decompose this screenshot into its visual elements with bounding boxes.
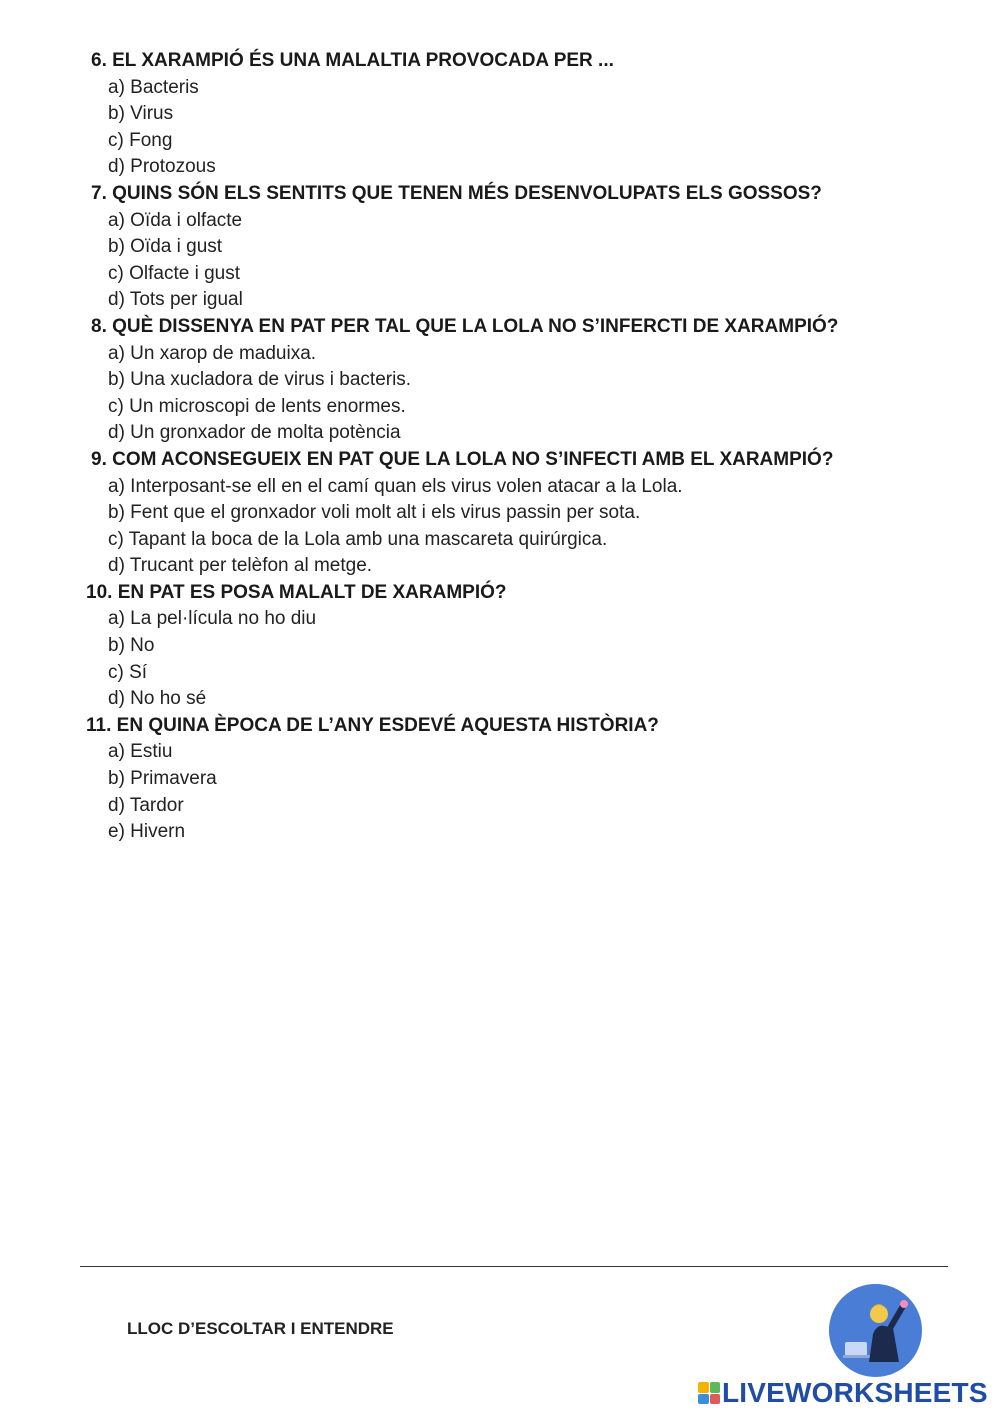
answer-option[interactable]: b) Primavera [108,768,217,790]
answer-option[interactable]: c) Un microscopi de lents enormes. [108,395,406,417]
answer-option[interactable]: a) Oïda i olfacte [108,209,243,231]
answer-option[interactable]: b) Una xucladora de virus i bacteris. [108,369,412,391]
answer-option[interactable]: d) Protozous [108,156,216,178]
answer-option[interactable]: b) Fent que el gronxador voli molt alt i els virus passin per sota. [108,502,641,524]
answer-option[interactable]: d) Un gronxador de molta potència [108,422,401,444]
question-block [0,580,1000,713]
question-text: 8. QUÈ DISSENYA EN PAT PER TAL QUE LA LOLA NO S’INFERCTI DE XARAMPIÓ? [91,315,839,337]
answer-option[interactable]: d) Tots per igual [108,289,243,311]
question-block [0,181,1000,314]
footer-title: LLOC D’ESCOLTAR I ENTENDRE [127,1319,394,1338]
footer-divider [80,1266,948,1267]
answer-option[interactable]: a) Bacteris [108,76,199,98]
answer-option[interactable]: b) Virus [108,103,174,125]
answer-option[interactable]: a) Un xarop de maduixa. [108,342,317,364]
question-text: 7. QUINS SÓN ELS SENTITS QUE TENEN MÉS DESENVOLUPATS ELS GOSSOS? [91,182,822,204]
answer-option[interactable]: b) Oïda i gust [108,236,223,258]
question-text: 6. EL XARAMPIÓ ÉS UNA MALALTIA PROVOCADA PER ... [91,50,614,71]
answer-option[interactable]: d) Tardor [108,794,184,816]
answer-option[interactable]: c) Tapant la boca de la Lola amb una mascareta quirúrgica. [108,528,608,550]
brand-logo [698,1377,988,1409]
worksheet [0,48,1000,846]
question-block [0,48,1000,181]
question-text: 11. EN QUINA ÈPOCA DE L’ANY ESDEVÉ AQUESTA HISTÒRIA? [86,714,659,736]
answer-option[interactable]: e) Hivern [108,821,186,843]
question-block [0,314,1000,447]
answer-option[interactable]: d) Trucant per telèfon al metge. [108,555,373,577]
answer-option[interactable]: c) Fong [108,129,173,151]
teacher-avatar-icon [829,1284,922,1377]
question-text: 9. COM ACONSEGUEIX EN PAT QUE LA LOLA NO S’INFECTI AMB EL XARAMPIÓ? [91,448,834,470]
answer-option[interactable]: a) La pel·lícula no ho diu [108,608,317,630]
question-block [0,447,1000,580]
answer-option[interactable]: c) Olfacte i gust [108,262,240,284]
question-text: 10. EN PAT ES POSA MALALT DE XARAMPIÓ? [86,581,507,603]
answer-option[interactable]: a) Interposant-se ell en el camí quan els virus volen atacar a la Lola. [108,475,683,497]
answer-option[interactable]: c) Sí [108,661,148,683]
answer-option[interactable]: a) Estiu [108,741,173,763]
answer-option[interactable]: d) No ho sé [108,688,207,710]
liveworksheets-icon [698,1382,720,1404]
question-block [0,713,1000,846]
brand-name: LIVEWORKSHEETS [722,1377,988,1408]
answer-option[interactable]: b) No [108,635,155,657]
